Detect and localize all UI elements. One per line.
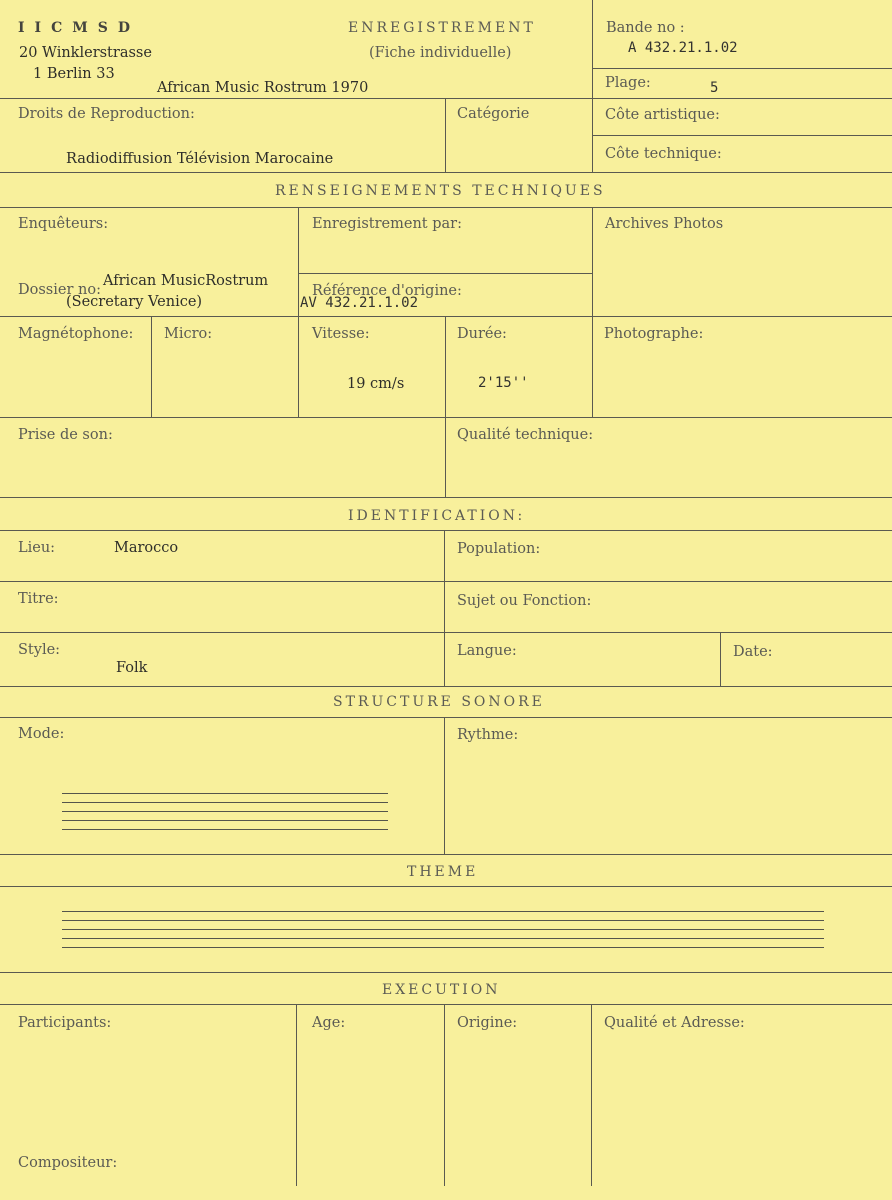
- dossier-label: Dossier no:: [18, 282, 101, 298]
- origine-label: Origine:: [457, 1015, 518, 1031]
- section-title-identification: IDENTIFICATION:: [348, 508, 526, 524]
- divider: [0, 717, 892, 718]
- institute-logo: IICMSD: [18, 20, 140, 36]
- divider: [0, 686, 892, 687]
- archives-label: Archives Photos: [605, 216, 724, 232]
- prise-label: Prise de son:: [18, 427, 113, 443]
- droits-value: Radiodiffusion Télévision Marocaine: [66, 151, 334, 167]
- divider: [444, 530, 445, 686]
- droits-label: Droits de Reproduction:: [18, 106, 195, 122]
- divider: [0, 172, 892, 173]
- langue-label: Langue:: [457, 643, 517, 659]
- reference-value: AV 432.21.1.02: [300, 295, 419, 311]
- compositeur-label: Compositeur:: [18, 1155, 118, 1171]
- divider: [0, 886, 892, 887]
- divider: [0, 530, 892, 531]
- titre-label: Titre:: [18, 591, 59, 607]
- cote-artistique-label: Côte artistique:: [605, 107, 720, 123]
- divider: [298, 207, 299, 417]
- dossier-value-line2: (Secretary Venice): [66, 294, 203, 310]
- divider: [0, 854, 892, 855]
- style-label: Style:: [18, 642, 61, 658]
- section-title-execution: EXECUTION: [382, 982, 501, 998]
- divider: [0, 207, 892, 208]
- cote-technique-label: Côte technique:: [605, 146, 722, 162]
- address-line-1: 20 Winklerstrasse: [19, 45, 152, 61]
- reference-label: Référence d'origine:: [312, 283, 462, 299]
- categorie-label: Catégorie: [457, 106, 530, 122]
- bande-label: Bande no :: [606, 20, 685, 36]
- rythme-label: Rythme:: [457, 727, 519, 743]
- date-label: Date:: [733, 644, 773, 660]
- enregistrement-par-label: Enregistrement par:: [312, 216, 462, 232]
- section-title-theme: THEME: [407, 864, 479, 880]
- vitesse-value: 19 cm/s: [347, 376, 405, 392]
- divider: [298, 273, 592, 274]
- divider: [592, 135, 892, 136]
- plage-value: 5: [710, 80, 719, 96]
- divider: [296, 1004, 297, 1186]
- qualite-adresse-label: Qualité et Adresse:: [604, 1015, 745, 1031]
- form-subtitle: (Fiche individuelle): [369, 45, 512, 61]
- micro-label: Micro:: [164, 326, 213, 342]
- vitesse-label: Vitesse:: [312, 326, 370, 342]
- photographe-label: Photographe:: [604, 326, 704, 342]
- sujet-label: Sujet ou Fonction:: [457, 593, 592, 609]
- divider: [0, 98, 892, 99]
- event-name: African Music Rostrum 1970: [157, 80, 369, 96]
- lieu-value: Marocco: [114, 540, 179, 556]
- mode-label: Mode:: [18, 726, 65, 742]
- divider: [720, 632, 721, 686]
- magnetophone-label: Magnétophone:: [18, 326, 134, 342]
- divider: [0, 1004, 892, 1005]
- plage-label: Plage:: [605, 75, 651, 91]
- divider: [444, 717, 445, 854]
- qualite-technique-label: Qualité technique:: [457, 427, 594, 443]
- divider: [0, 417, 892, 418]
- divider: [592, 68, 892, 69]
- duree-value: 2'15'': [478, 375, 529, 391]
- divider: [0, 632, 892, 633]
- lieu-label: Lieu:: [18, 540, 56, 556]
- divider: [445, 417, 446, 497]
- section-title-technical: RENSEIGNEMENTS TECHNIQUES: [275, 183, 606, 199]
- divider: [445, 316, 446, 417]
- age-label: Age:: [312, 1015, 346, 1031]
- divider: [592, 0, 593, 172]
- style-value: Folk: [116, 660, 148, 676]
- population-label: Population:: [457, 541, 541, 557]
- divider: [0, 581, 892, 582]
- address-line-2: 1 Berlin 33: [33, 66, 115, 82]
- divider: [0, 316, 892, 317]
- enqueteurs-label: Enquêteurs:: [18, 216, 109, 232]
- divider: [0, 497, 892, 498]
- divider: [444, 1004, 445, 1186]
- dossier-value-line1: African MusicRostrum: [103, 273, 269, 289]
- bande-value: A 432.21.1.02: [628, 40, 738, 56]
- divider: [0, 972, 892, 973]
- section-title-structure: STRUCTURE SONORE: [333, 694, 545, 710]
- divider: [445, 98, 446, 172]
- divider: [591, 1004, 592, 1186]
- participants-label: Participants:: [18, 1015, 112, 1031]
- form-title: ENREGISTREMENT: [348, 20, 536, 36]
- divider: [592, 207, 593, 417]
- duree-label: Durée:: [457, 326, 507, 342]
- divider: [151, 316, 152, 417]
